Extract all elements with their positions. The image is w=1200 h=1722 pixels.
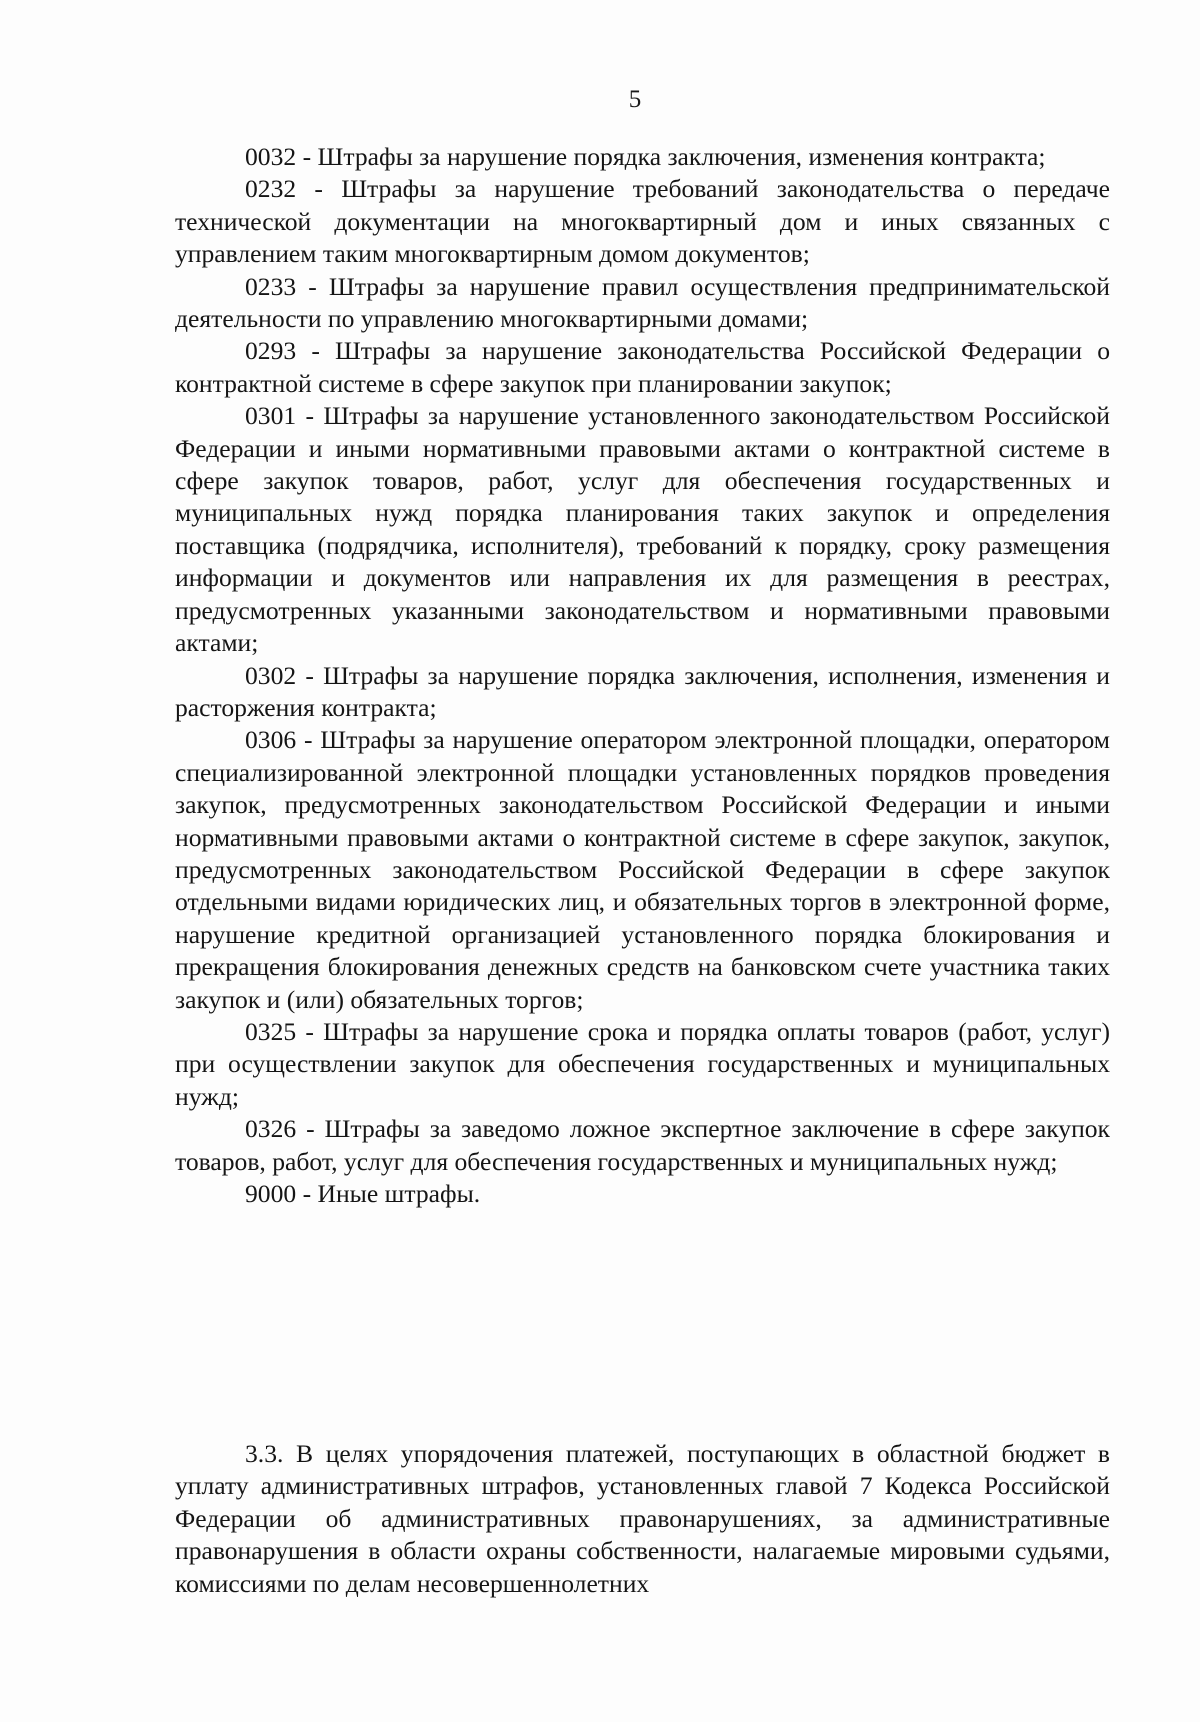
list-item [175,141,1110,173]
fine-description: - Иные штрафы. [296,1179,481,1208]
page-number: 5 [628,86,642,113]
list-item [175,335,1110,400]
fine-description: - Штрафы за нарушение порядка заключения, исполнения, изменения и расторжения контракта; [175,660,1110,722]
list-item [175,173,1110,270]
fine-description: - Штрафы за нарушение требований законодательства о передаче технической документации на многоквартирный дом и иных связанных с управлением таким многоквартирным домом документов; [175,174,1110,269]
fine-code: 0232 [245,174,297,204]
section-paragraph: 3.3. В целях упорядочения платежей, поступающих в областной бюджет в уплату административных штрафов, установленных главой 7 Кодекса Российской Федерации об административных правонарушениях, за административные правонарушения в области охраны собственности, налагаемые мировыми судьями, комиссиями по делам несовершеннолетних [175,1439,1110,1598]
fine-code: 0325 [245,1016,297,1046]
fine-code: 9000 [245,1179,297,1208]
list-item [175,1178,1110,1210]
fine-code: 0233 [245,271,297,301]
fine-description: - Штрафы за нарушение установленного законодательством Российской Федерации и иными нормативными правовыми актами о контрактной системе в сфере закупок товаров, работ, услуг для обеспечения государственных и муниципальных нужд порядка планирования таких закупок и определения поставщика (подрядчика, исполнителя), требований к порядку, сроку размещения информации и документов или направления их для размещения в реестрах, предусмотренных указанными законодательством и нормативными правовыми актами; [175,401,1110,658]
list-item [175,271,1110,336]
fine-code: 0293 [245,336,297,366]
fine-code: 0032 [245,142,297,171]
fine-description: - Штрафы за нарушение порядка заключения, изменения контракта; [296,142,1046,171]
list-item [175,660,1110,725]
fine-code: 0302 [245,660,297,690]
fine-description: - Штрафы за нарушение правил осуществления предпринимательской деятельности по управлению многоквартирными домами; [175,271,1110,334]
list-item [175,1113,1110,1178]
fine-codes-list [175,141,1110,1210]
fine-description: - Штрафы за нарушение законодательства Российской Федерации о контрактной системе в сфере закупок при планировании закупок; [175,336,1110,398]
fine-code: 0306 [245,725,297,755]
fine-description: - Штрафы за заведомо ложное экспертное заключение в сфере закупок товаров, работ, услуг для обеспечения государственных и муниципальных нужд; [175,1114,1110,1176]
fine-code: 0301 [245,401,297,431]
list-item [175,1016,1110,1113]
fine-description: - Штрафы за нарушение срока и порядка оплаты товаров (работ, услуг) при осуществлении закупок для обеспечения государственных и муниципальных нужд; [175,1016,1110,1111]
list-item [175,400,1110,659]
fine-code: 0326 [245,1114,297,1144]
fine-description: - Штрафы за нарушение оператором электронной площадки, оператором специализированной электронной площадки установленных порядков проведения закупок, предусмотренных законодательством Российской Федерации и иными нормативными правовыми актами о контрактной системе в сфере закупок, закупок, предусмотренных законодательством Российской Федерации в сфере закупок отдельными видами юридических лиц, и обязательных торгов в электронной форме, нарушение кредитной организацией установленного порядка блокирования и прекращения блокирования денежных средств на банковском счете участника таких закупок и (или) обязательных торгов; [175,725,1110,1014]
list-item [175,724,1110,1016]
